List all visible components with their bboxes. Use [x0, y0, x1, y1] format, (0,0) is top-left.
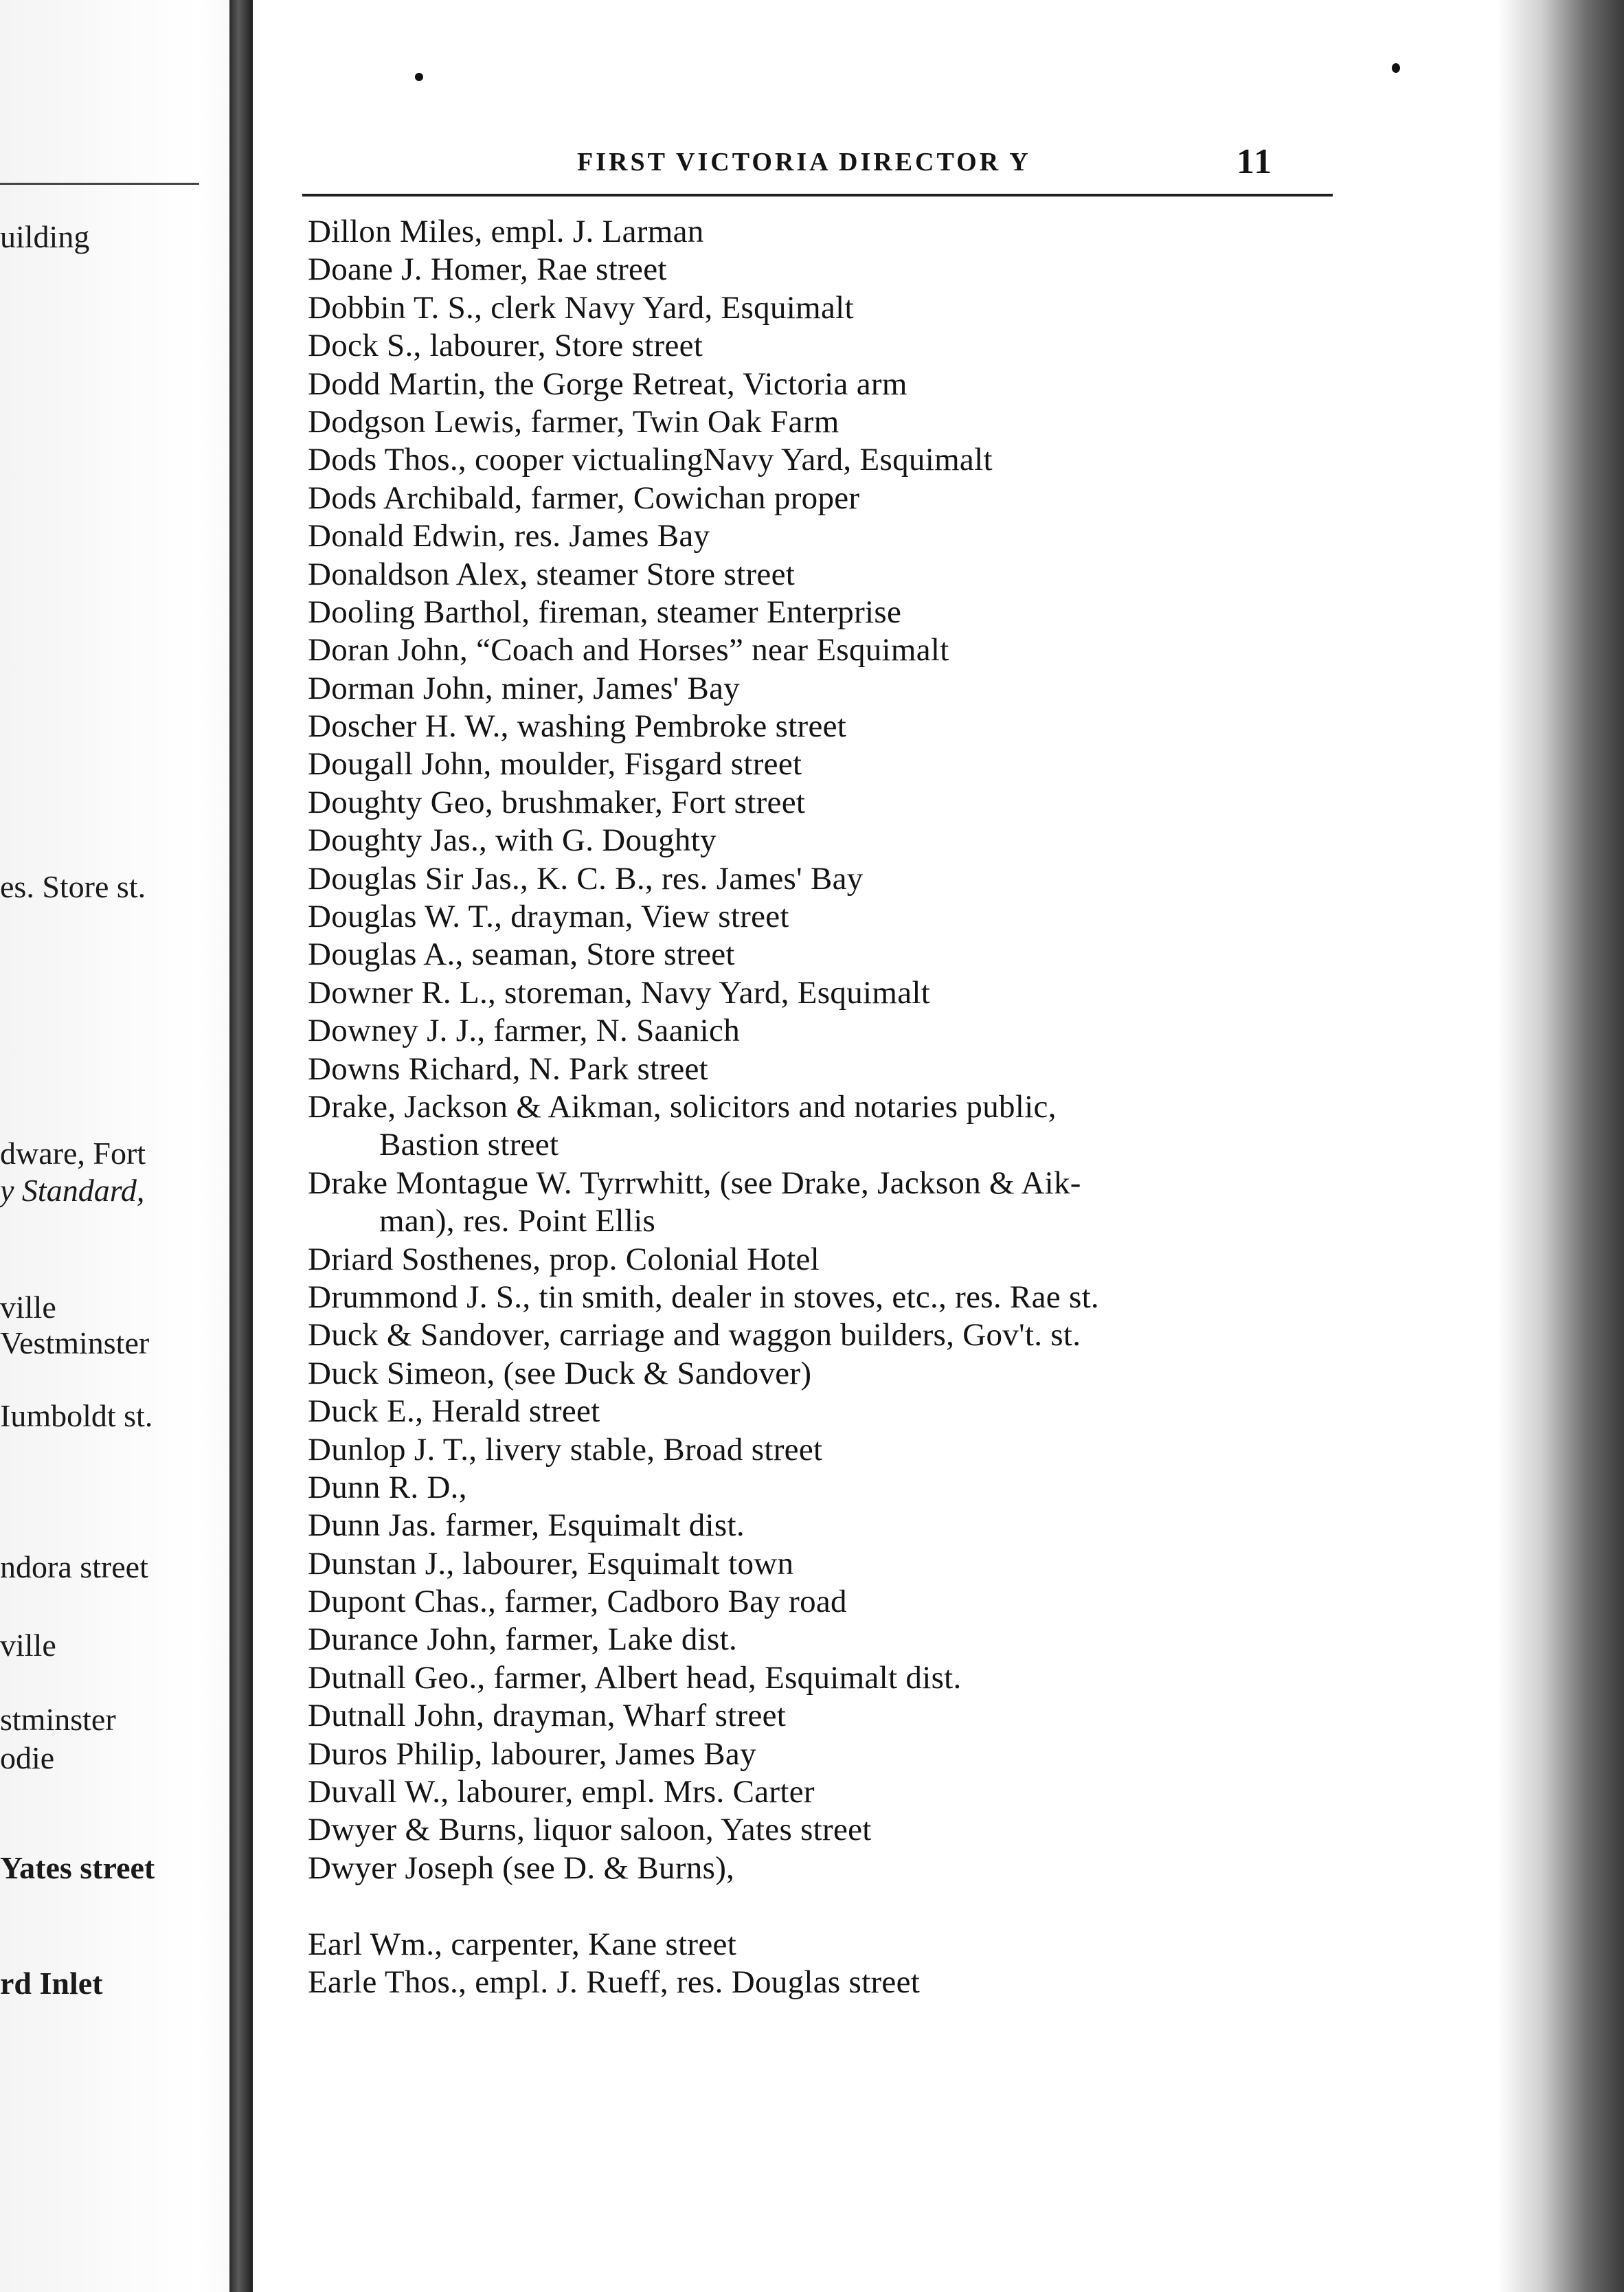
left-fragment: stminster	[0, 1702, 116, 1737]
page-number: 11	[1237, 142, 1274, 181]
left-fragment: Iumboldt st.	[0, 1398, 153, 1433]
print-speck	[1392, 63, 1400, 73]
right-page-edge	[1498, 0, 1624, 2292]
directory-entry: Douglas W. T., drayman, View street	[308, 899, 789, 935]
left-fragment: y Standard,	[0, 1173, 145, 1208]
directory-entry: Dillon Miles, empl. J. Larman	[308, 214, 704, 249]
left-fragment: rd Inlet	[0, 1966, 103, 2001]
directory-entry: Doughty Geo, brushmaker, Fort street	[308, 784, 806, 820]
header-rule	[302, 194, 1333, 196]
directory-entry: Dock S., labourer, Store street	[308, 328, 703, 364]
directory-entry: Driard Sosthenes, prop. Colonial Hotel	[308, 1241, 820, 1277]
directory-entry: Dutnall Geo., farmer, Albert head, Esquimalt dist.	[308, 1659, 962, 1696]
directory-entry: Donaldson Alex, steamer Store street	[308, 556, 796, 592]
directory-entry: Dods Thos., cooper victualingNavy Yard, Esquimalt	[308, 442, 993, 478]
left-fragment: ville	[0, 1290, 56, 1325]
directory-entry: Earl Wm., carpenter, Kane street	[308, 1926, 737, 1962]
directory-entry: Dodgson Lewis, farmer, Twin Oak Farm	[308, 403, 839, 440]
directory-entry: Dunn Jas. farmer, Esquimalt dist.	[308, 1507, 745, 1544]
left-fragment: ndora street	[0, 1549, 148, 1584]
directory-entry: Dorman John, miner, James' Bay	[308, 670, 741, 706]
directory-entry: Drake Montague W. Tyrrwhitt, (see Drake, Jackson & Aik-	[308, 1165, 1081, 1201]
left-fragment: ville	[0, 1628, 56, 1663]
directory-entry: Douglas A., seaman, Store street	[308, 936, 735, 973]
directory-entry: Duvall W., labourer, empl. Mrs. Carter	[308, 1774, 815, 1810]
directory-entry: Doughty Jas., with G. Doughty	[308, 822, 717, 859]
directory-entry: Dunlop J. T., livery stable, Broad street	[308, 1431, 823, 1468]
directory-entry: Doscher H. W., washing Pembroke street	[308, 708, 847, 745]
directory-entry-continuation: Bastion street	[379, 1127, 559, 1163]
directory-entry: Downs Richard, N. Park street	[308, 1050, 709, 1087]
directory-entry: Dobbin T. S., clerk Navy Yard, Esquimalt	[308, 289, 854, 326]
directory-entry: Downey J. J., farmer, N. Saanich	[308, 1013, 740, 1049]
directory-entry: Dunstan J., labourer, Esquimalt town	[308, 1545, 794, 1582]
left-fragment: uilding	[0, 219, 90, 254]
directory-entry: Dupont Chas., farmer, Cadboro Bay road	[308, 1584, 847, 1620]
directory-entry: Douglas Sir Jas., K. C. B., res. James' Bay	[308, 860, 864, 897]
directory-entry: Duros Philip, labourer, James Bay	[308, 1735, 756, 1772]
directory-entry: Dwyer & Burns, liquor saloon, Yates street	[308, 1812, 872, 1848]
directory-entry-continuation: man), res. Point Ellis	[379, 1203, 656, 1239]
left-fragment: dware, Fort	[0, 1136, 146, 1171]
directory-entry: Dodd Martin, the Gorge Retreat, Victoria arm	[308, 366, 907, 402]
directory-entry: Drummond J. S., tin smith, dealer in stoves, etc., res. Rae st.	[308, 1279, 1099, 1315]
directory-entry: Doran John, “Coach and Horses” near Esquimalt	[308, 632, 949, 668]
directory-entry: Dougall John, moulder, Fisgard street	[308, 746, 802, 783]
directory-entry: Dutnall John, drayman, Wharf street	[308, 1698, 787, 1734]
page-title: FIRST VICTORIA DIRECTOR Y	[577, 148, 1031, 177]
directory-entry: Duck E., Herald street	[308, 1393, 600, 1430]
directory-entry: Earle Thos., empl. J. Rueff, res. Douglas street	[308, 1964, 921, 2000]
directory-entry: Dooling Barthol, fireman, steamer Enterprise	[308, 594, 902, 630]
left-fragment: Yates street	[0, 1850, 155, 1885]
directory-entry: Downer R. L., storeman, Navy Yard, Esquimalt	[308, 974, 931, 1011]
print-speck	[415, 73, 423, 81]
directory-entry: Duck & Sandover, carriage and waggon builders, Gov't. st.	[308, 1317, 1081, 1353]
directory-entry: Donald Edwin, res. James Bay	[308, 518, 710, 554]
left-fragment: Vestminster	[0, 1325, 150, 1360]
left-fragment: es. Store st.	[0, 869, 146, 904]
directory-entry: Dods Archibald, farmer, Cowichan proper	[308, 480, 860, 516]
book-spine	[229, 0, 253, 2292]
running-header	[302, 142, 1333, 188]
directory-entry: Durance John, farmer, Lake dist.	[308, 1621, 738, 1658]
directory-entries	[308, 213, 1421, 2001]
entry-spacer	[308, 1887, 1421, 1925]
directory-entry: Dunn R. D.,	[308, 1469, 467, 1505]
directory-entry: Dwyer Joseph (see D. & Burns),	[308, 1850, 735, 1886]
directory-entry: Drake, Jackson & Aikman, solicitors and notaries public,	[308, 1088, 1057, 1125]
directory-entry: Doane J. Homer, Rae street	[308, 251, 667, 288]
left-fragment: odie	[0, 1740, 55, 1775]
directory-entry: Duck Simeon, (see Duck & Sandover)	[308, 1355, 812, 1391]
left-page-rule	[0, 183, 199, 185]
